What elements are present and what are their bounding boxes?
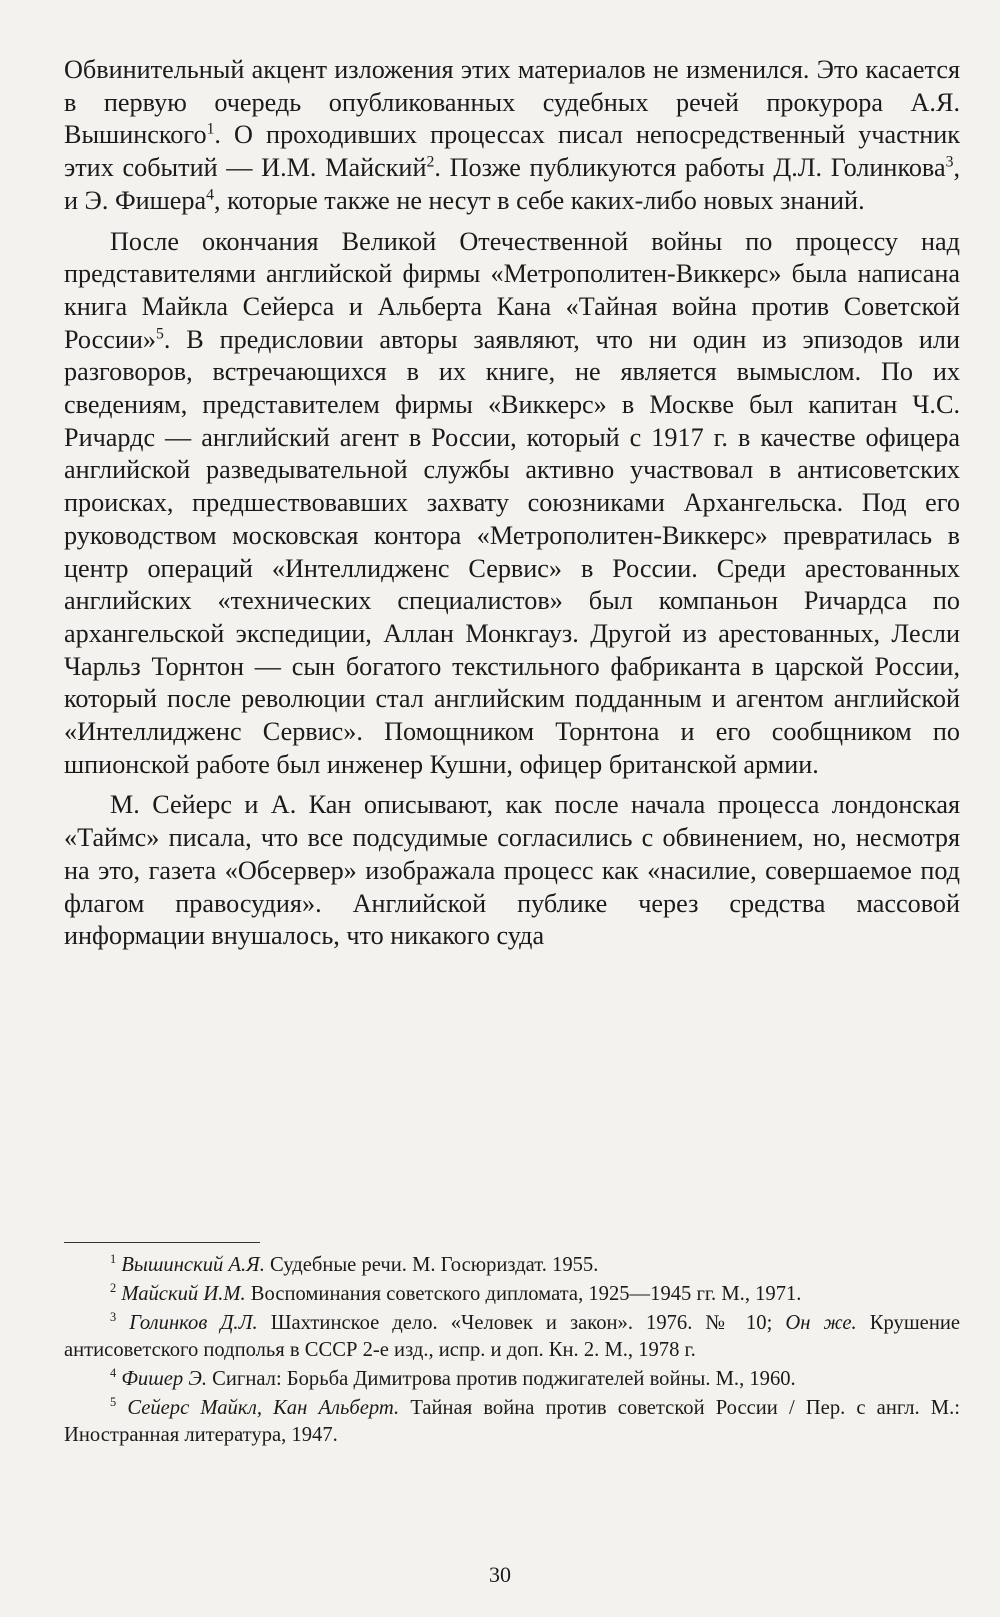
- paragraph-1-text-e: , которые также не несут в себе каких-либо новых знаний.: [214, 185, 865, 215]
- paragraph-2-text-a: После окончания Великой Отечественной войны по процессу над представителями английской фирмы «Метрополитен-Виккерс» была написана книга Майкла Сейерса и Альберта Кана «Тайная война против Советской России»: [64, 226, 960, 354]
- paragraph-1-text-d: , и Э. Фишера: [64, 153, 960, 215]
- footnote-ref-1: 1: [206, 120, 215, 138]
- footnote-ref-2: 2: [426, 153, 435, 171]
- footnote-3: [64, 1310, 960, 1364]
- footnote-ref-4: 4: [206, 186, 215, 204]
- footnote-text: Крушение антисоветского подполья в СССР 2-е изд., испр. и доп. Кн. 2. М., 1978 г.: [64, 1312, 961, 1361]
- paragraph-2-text-b: . В предисловии авторы заявляют, что ни один из эпизодов или разговоров, встречающихся в их книге, не является вымыслом. По их сведениям, представителем фирмы «Виккерс» в Москве был капитан Ч.С. Ричардс — английский агент в России, который с 1917 г. в качестве офицера английской разведывательной службы активно участвовал в антисоветских происках, предшествовавших захвату союзниками Архангельска. Под его руководством московская контора «Метрополитен-Виккерс» превратилась в центр операций «Интеллидженс Сервис» в России. Среди арестованных английских «технических специалистов» был компаньон Ричардса по архангельской экспедиции, Аллан Монкгауз. Другой из арестованных, Лесли Чарльз Торнтон — сын богатого текстильного фабриканта в царской России, который после революции стал английским подданным и агентом английской «Интеллидженс Сервис». Помощником Торнтона и его сообщником по шпионской работе был инженер Кушни, офицер британской армии.: [64, 324, 960, 779]
- main-text: [64, 54, 960, 953]
- footnote-author: Он же.: [785, 1312, 857, 1334]
- footnotes: [64, 1252, 960, 1451]
- footnote-number: 2: [110, 1281, 117, 1296]
- footnote-separator: [64, 1242, 260, 1243]
- footnote-author: Голинков Д.Л.: [129, 1312, 258, 1334]
- footnote-text: Тайная война против советской России / Пер. с англ. М.: Иностранная литература, 1947.: [64, 1397, 960, 1446]
- paragraph-1-text-b: . О проходивших процессах писал непосредственный участник этих событий — И.М. Майский: [64, 120, 960, 183]
- paragraph-3: [64, 789, 960, 953]
- footnote-ref-5: 5: [156, 324, 164, 342]
- footnote-author: Вышинский А.Я.: [121, 1254, 265, 1276]
- footnote-text: Шахтинское дело. «Человек и закон». 1976. № 10;: [257, 1312, 786, 1334]
- footnote-number: 1: [110, 1252, 117, 1267]
- footnote-number: 4: [110, 1366, 117, 1381]
- footnote-5: [64, 1395, 960, 1449]
- paragraph-1-text-c: . Позже публикуются работы Д.Л. Голинкова: [434, 153, 946, 183]
- footnote-author: Майский И.М.: [121, 1283, 246, 1305]
- page-number: 30: [489, 1562, 511, 1587]
- footnote-number: 3: [110, 1310, 117, 1325]
- paragraph-3-text: М. Сейерс и А. Кан описывают, как после начала процесса лондонская «Таймс» писала, что все подсудимые согласились с обвинением, но, несмотря на это, газета «Обсервер» изображала процесс как «насилие, совершаемое под флагом правосудия». Английской публике через средства массовой информации внушалось, что никакого суда: [64, 790, 960, 951]
- footnote-ref-3: 3: [945, 153, 954, 171]
- paragraph-1: [64, 54, 960, 218]
- footnote-author: Сейерс Майкл, Кан Альберт.: [127, 1397, 400, 1419]
- footnote-number: 5: [110, 1395, 117, 1410]
- footnote-1: [64, 1252, 960, 1279]
- paragraph-2: [64, 226, 960, 782]
- footnote-text: Сигнал: Борьба Димитрова против поджигателей войны. М., 1960.: [206, 1368, 796, 1390]
- footnote-author: Фишер Э.: [121, 1368, 207, 1390]
- footnote-4: [64, 1366, 960, 1393]
- footnote-2: [64, 1281, 960, 1308]
- footnote-text: Судебные речи. М. Госюриздат. 1955.: [264, 1254, 599, 1276]
- footnote-text: Воспоминания советского дипломата, 1925—1945 гг. М., 1971.: [245, 1283, 802, 1305]
- paragraph-1-text-a: Обвинительный акцент изложения этих материалов не изменился. Это касается в первую очередь опубликованных судебных речей прокурора А.Я. Вышинского: [64, 55, 960, 150]
